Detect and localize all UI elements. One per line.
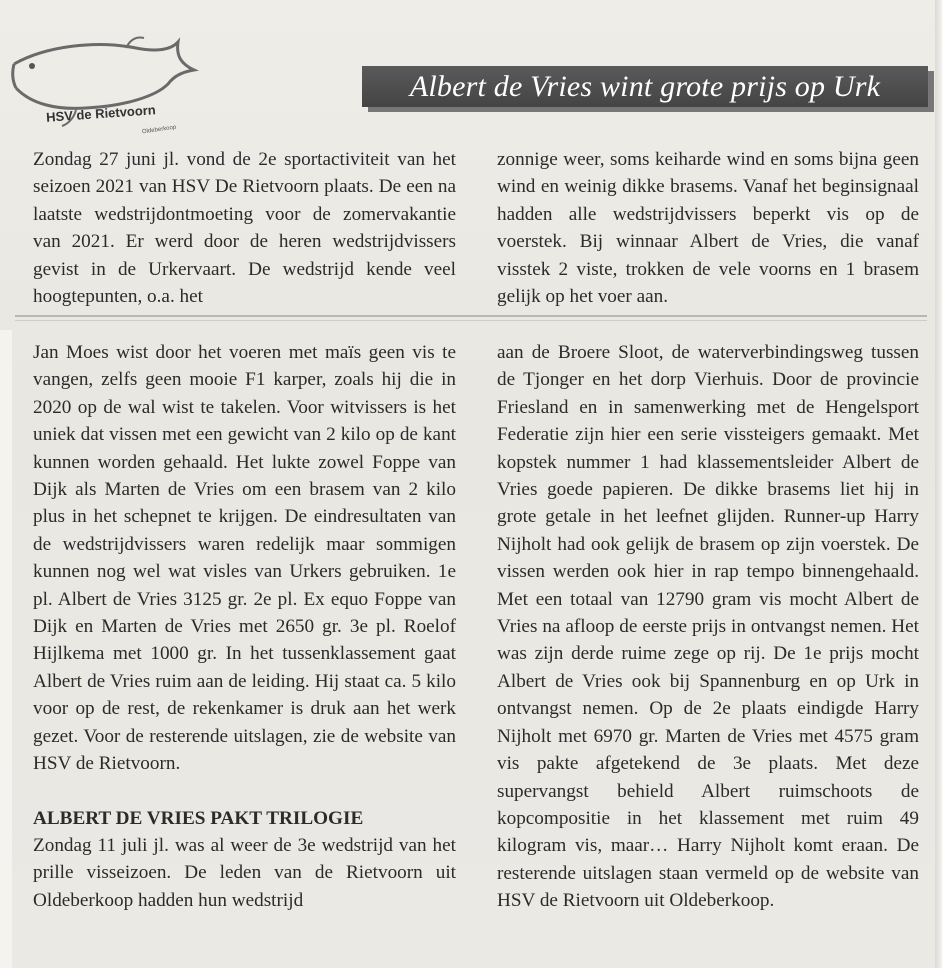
paragraph-second-match: Zondag 11 juli jl. was al weer de 3e wedstrijd van het prille visseizoen. De leden van de Rietvoorn uit Oldeberkoop hadden hun wedstrijd [33,834,456,911]
logo-name: HSV de Rietvoorn [45,102,157,125]
paragraph-weather: zonnige weer, soms keiharde wind en soms bijna geen wind en weinig dikke brasems. Vanaf het beginsignaal hadden alle wedstrijdvissers beperkt vis op de voerstek. Bij winnaar Albert de Vries, die vanaf visstek 2 viste, trokken de vele voorns en 1 brasem gelijk op het voer aan. [497,149,919,308]
title-banner [362,66,928,107]
paragraph-broere-sloot: aan de Broere Sloot, de waterverbindingsweg tussen de Tjonger en het dorp Vierhuis. Door de provincie Friesland en in samenwerking met de Hengelsport Federatie zijn hier een serie vissteigers gemaakt. Met kopstek nummer 1 had klassementsleider Albert de Vries goede papieren. De dikke brasems liet hij in grote getale in het leefnet glijden. Runner-up Harry Nijholt had ook gelijk de brasem op zijn voerstek. De vissen werden ook hier in rap tempo binnengehaald. Met een totaal van 12790 gram vis mocht Albert de Vries na afloop de eerste prijs in ontvangst nemen. Het was zijn derde ruime zege op rij. De 1e prijs mocht Albert de Vries ook bij Spannenburg en op Urk in ontvangst nemen. Op de 2e plaats eindigde Harry Nijholt met 6970 gr. Marten de Vries met 4575 gram vis pakte afgetekend de 3e plaats. Met deze supervangst behield Albert ruimschoots de kopcompositie in het klassement met ruim 49 kilogram vis, maar… Harry Nijholt komt eraan. De resterende uitslagen staan vermeld op de website van HSV de Rietvoorn uit Oldeberkoop. [497,342,919,912]
section-divider-line [15,320,927,321]
page-edge-right [935,0,942,968]
page-edge-left [0,330,12,968]
section-heading: ALBERT DE VRIES PAKT TRILOGIE [33,807,364,829]
paragraph-results: Jan Moes wist door het voeren met maïs geen vis te vangen, zelfs geen mooie F1 karper, zoals hij die in 2020 op de wal wist te takelen. Voor witvissers is het uniek dat vissen met een gewicht van 2 kilo op de kant kunnen worden gehaald. Het lukte zowel Foppe van Dijk als Marten de Vries om een brasem van 2 kilo plus in het schepnet te krijgen. De eindresultaten van de wedstrijdvissers waren redelijk maar sommigen kunnen nog wel wat visles van Urkers gebruiken. 1e pl. Albert de Vries 3125 gr. 2e pl. Ex equo Foppe van Dijk en Marten de Vries met 2650 gr. 3e pl. Roelof Hijlkema met 1000 gr. In het tussenklassement gaat Albert de Vries ruim aan de leiding. Hij staat ca. 5 kilo voor op de rest, de rekenkamer is druk aan het werk gezet. Voor de resterende uitslagen, zie de website van HSV de Rietvoorn. [33,342,456,775]
column-4 [497,339,919,915]
club-logo [6,26,206,136]
column-3 [33,339,456,914]
column-1 [33,146,456,310]
article-title: Albert de Vries wint grote prijs op Urk [409,69,881,103]
column-2 [497,146,919,310]
logo-place: Oldeberkoop [141,124,177,136]
paragraph-intro: Zondag 27 juni jl. vond de 2e sportactiviteit van het seizoen 2021 van HSV De Rietvoorn plaats. De een na laatste wedstrijdontmoeting voor de zomervakantie van 2021. Er werd door de heren wedstrijdvissers gevist in de Urkervaart. De wedstrijd kende veel hoogtepunten, o.a. het [33,149,456,308]
section-divider [15,315,927,317]
